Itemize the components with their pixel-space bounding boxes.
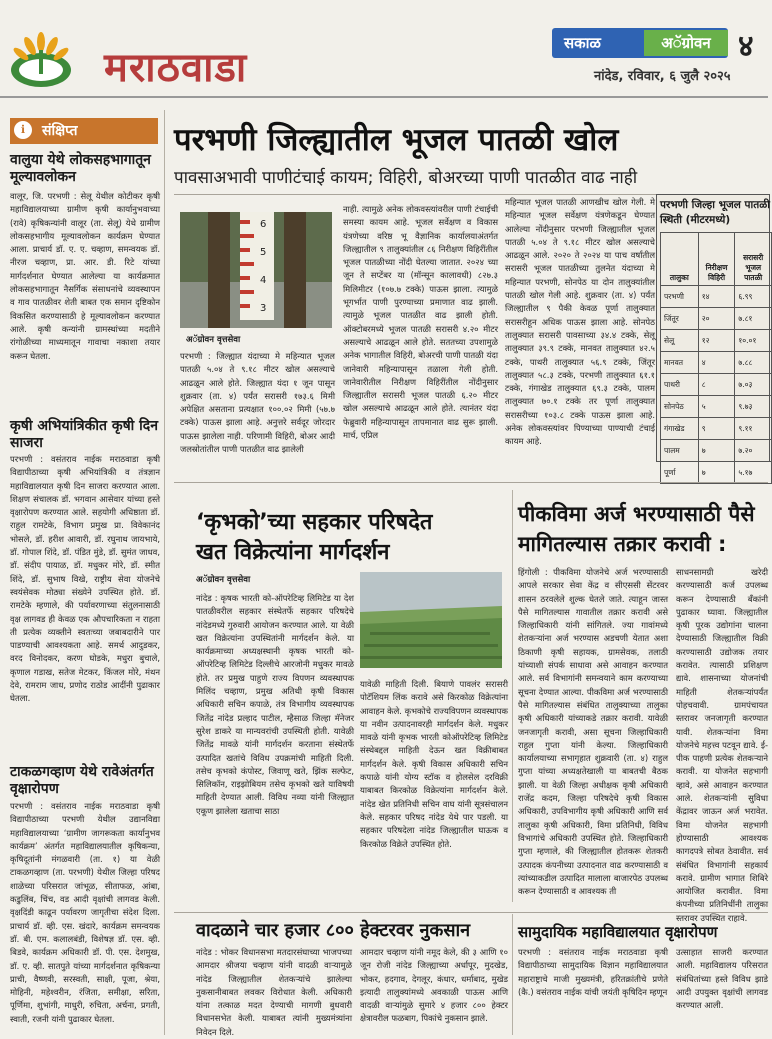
lead-body-col2: नाही. त्यामुळे अनेक लोकवस्त्यांवरील पाणी टंचाईची समस्या कायम आहे. भूजल सर्वेक्षण व विकास यंत्रणेच्या वरिष्ठ भू वैज्ञानिक कार्यालयाअंतर्गत जिल्ह्यातील ९ तालुक्यांतील ८६ निरीक्षण विहिरींतील भूजल पातळीच्या नोंदी घेतल्या जातात. २०२४ च्या जून ते सप्टेंबर या (मॉन्सून कालावधी) ८२७.३ मिलिमीटर (१०७.७ टक्के) पाऊस झाला. त्यामुळे भूगर्भात पाणी पुरण्याच्या प्रमाणात वाढ झाली. त्यामुळे भूजल पातळीत वाढ झाली होती. ऑक्टोबरमध्ये भूजल पातळी सरासरी ४.२० मीटर असल्याचे आढळून आले होते. सततच्या उपशामुळे अनेक भागातील विहिरी, बोअरची पाणी पातळी यंदा जानेवारी महिन्यापासून तळाला गेली होती. जानेवारीतील निरीक्षण विहिरींतील नोंदीनुसार जिल्ह्यातील सरासरी भूजल पातळी ६.२० मीटर खोल असल्याचे आढळून आले होते. त्यानंतर यंदा फेब्रुवारी महिन्यापासून तापमानात वाढ सुरू झाली. मार्च, एप्रिल (343, 204, 498, 441)
kribhco-headline-1: ‘कृभको’च्या सहकार परिषदेत (196, 510, 433, 535)
table-cell: सोनपेठ (661, 396, 699, 418)
photo-caption: अॅग्रोवन वृत्तसेवा (186, 335, 241, 345)
column-divider (512, 490, 513, 902)
brief-body: परभणी : वसंतराव नाईक मराठवाडा कृषी विद्यापीठाच्या परभणी येथील उद्यानविद्या महाविद्यालयाच्या ‘ग्रामीण जागरूकता कार्यानुभव कार्यक्रम’ अंतर्गत महाविद्यालयातील कृषिकन्या, कृषिदूतांनी मंगळवारी (ता. १) या वेळी टाकळगव्हाण (ता. परभणी) येथील जिल्हा परिषद शाळेच्या परिसरात जांभूळ, सीताफळ, आंबा, कडुलिंब, चिंच, वड आदी वृक्षांची लागवड केली. वृक्षदिंडी काढून पर्यावरण जागृतीचा संदेश दिला. प्राचार्य डॉ. व्ही. एस. खंदारे, कार्यक्रम समन्वयक डॉ. बी. एम. कलालबंडी, विशेषज्ञ डॉ. एस. व्ही. बिडवे, कार्यक्रम अधिकारी डॉ. पी. एस. देशमुख, डॉ. ए. व्ही. सातपुते यांच्या मार्गदर्शनात कृषिकन्या प्राची, वैष्णवी, सरस्वती, साक्षी, पूजा, श्रेया, मोहिनी, महेश्वरीन, रंजिता, समीक्षा, सरिता, पूर्णिमा, शुभांगी, माधुरी, रुचिता, अर्चना, प्रगती, स्वाती, रजनी यांनी पुढाकार घेतला. (10, 801, 160, 1024)
field-landscape-icon (360, 572, 502, 668)
brief-headline: कृषी अभियांत्रिकीत कृषी दिन साजरा (10, 418, 159, 451)
college-body-col1: परभणी : वसंतराव नाईक मराठवाडा कृषी विद्यापीठाच्या सामुदायिक विज्ञान महाविद्यालयात महाराष्ट्राचे माजी मुख्यमंत्री, हरितक्रांतीचे प्रणेते (कै.) वसंतराव नाईक यांची जयंती कृषिदिन म्हणून (518, 947, 668, 997)
table-cell: पालम (661, 440, 699, 462)
table-cell: ७ (698, 462, 735, 484)
briefs-marker-icon: ℹ (14, 121, 32, 139)
table-cell: २० (698, 308, 735, 330)
briefs-label: संक्षिप्त (42, 123, 78, 139)
section-divider (174, 912, 768, 913)
column-divider (164, 110, 165, 1035)
insurance-headline-1: पीकविमा अर्ज भरण्यासाठी पैसे (518, 502, 755, 526)
insurance-headline-2: मागितल्यास तक्रार करावी : (518, 532, 727, 556)
dateline: नांदेड, रविवार, ६ जुलै २०२५ (594, 69, 731, 84)
table-cell: पूर्णा (661, 462, 699, 484)
column-divider (512, 914, 513, 1035)
svg-text:6: 6 (260, 219, 267, 230)
table-cell: ७.८१ (735, 308, 772, 330)
page-number: ४ (738, 29, 754, 64)
table-row (661, 440, 772, 462)
svg-text:4: 4 (260, 275, 267, 286)
brand-supplement-badge: अॅग्रोवन (644, 30, 728, 56)
table-cell: १०.०१ (735, 330, 772, 352)
water-gauge-photo (180, 212, 332, 328)
insurance-body-col1: हिंगोली : पीकविमा योजनेचे अर्ज भरण्यासाठी आपले सरकार सेवा केंद्र व सीएससी सेंटरवर शासन ठरवलेले शुल्क घेतले जाते. त्याहून जास्त पैसे मागितल्यास गावातील तक्रार करावी असे जिल्हाधिकारी यांनी सांगितले. ज्या गावांमध्ये शेतकऱ्यांना अर्ज भरण्यास अडचणी येतात अशा ठिकाणी कृषी सहायक, ग्रामसेवक, तलाठी यांच्याशी संपर्क साधावा असे आवाहन करण्यात आले. सर्व विभागांनी समन्वयाने काम करण्याच्या सूचना देण्यात आल्या. पीकविमा अर्ज भरण्यासाठी पैसे मागितल्यास संबंधित तालुक्याच्या तालुका कृषी अधिकारी यांच्याकडे तक्रार करावी. यावेळी जनजागृती करावी, असा सूचना जिल्हाधिकारी राहुल गुप्ता यांनी केल्या. जिल्हाधिकारी कार्यालयाच्या सभागृहात शुक्रवारी (ता. ४) राहुल गुप्ता यांच्या अध्यक्षतेखाली या बाबतची बैठक झाली. या वेळी जिल्हा अधीक्षक कृषी अधिकारी राजेंद्र कदम, जिल्हा परिषदेचे कृषी विकास अधिकारी, उपविभागीय कृषी अधिकारी आणि सर्व तालुका कृषी अधिकारी, विमा प्रतिनिधी, विविध विभागांचे अधिकारी उपस्थित होते. जिल्हाधिकारी गुप्ता म्हणाले, की जिल्ह्यातील होतकरू शेतकरी उत्पादक कंपनीच्या उत्पादनात वाढ करण्यासाठी व त्यांच्याकडील उत्पादित मालाला बाजारपेठ उपलब्ध करून देण्यासाठी व आवश्यक ती (518, 567, 668, 897)
table-cell: १२ (698, 330, 735, 352)
lead-subhead: पावसाअभावी पाणीटंचाई कायम; विहिरी, बोअरच्या पाणी पातळीत वाढ नाही (174, 168, 638, 188)
table-cell: ८ (698, 374, 735, 396)
table-cell: ४ (698, 352, 735, 374)
table-cell: ५ (698, 396, 735, 418)
table-cell: ९.७३ (735, 396, 772, 418)
table-cell: १४ (698, 286, 735, 308)
kribhco-byline: अॅग्रोवन वृत्तसेवा (196, 575, 251, 585)
table-row (661, 286, 772, 308)
svg-text:5: 5 (260, 247, 267, 258)
insurance-body-col2: साधनसामग्री खरेदी करण्यासाठी कर्ज उपलब्ध करून देण्यासाठी बँकांनी पुढाकार घ्यावा. जिल्ह्यातील कृषी पूरक उद्योगांना चालना देण्यासाठी जिल्ह्यातील विक्री करण्यासाठी उद्योजक तयार करावेत. त्यासाठी प्रशिक्षण द्यावे. शासनाच्या योजनांची माहिती शेतकऱ्यांपर्यंत पोहचवावी. ग्रामपंचायत स्तरावर जनजागृती करण्यात यावी. शेतकऱ्यांना विमा योजनेचे महत्त्व पटवून द्यावे. ई-पीक पाहणी प्रत्येक शेतकऱ्याने करावी. या योजनेत सहभागी व्हावे, असे आवाहन करण्यात आले. शेतकऱ्यांनी सुविधा केंद्रावर जाऊन अर्ज भरावेत. विमा योजनेत सहभागी होण्यासाठी आवश्यक कागदपत्रे सोबत ठेवावीत. सर्व संबंधित विभागांनी सहकार्य करावे. ग्रामीण भागात शिबिरे आयोजित करावीत. विमा कंपनीच्या प्रतिनिधींनी तालुका स्तरावर उपस्थित राहावे. (676, 567, 768, 923)
table-cell: ७ (698, 440, 735, 462)
table-row (661, 352, 772, 374)
briefs-label-box (10, 118, 158, 144)
table-cell: ५.१७ (735, 462, 772, 484)
wheat-logo-icon (8, 30, 74, 88)
table-cell: मानवत (661, 352, 699, 374)
table-header: सरासरी भूजल पातळी (735, 233, 772, 286)
table-cell: ७.२० (735, 440, 772, 462)
table-row (661, 418, 772, 440)
table-cell: ७.०३ (735, 374, 772, 396)
lead-body-col3: महिन्यात भूजल पातळी आणखीच खोल गेली. मे महिन्यात भूजल सर्वेक्षण यंत्रणेकडून घेण्यात आलेल्या नोंदीनुसार परभणी जिल्ह्यातील भूजल पातळी ५.०४ ते ९.१८ मीटर खोल असल्याचे आढळून आले. २०२० ते २०२४ या पाच वर्षांतील सरासरी भूजल पातळीच्या तुलनेत यंदाच्या मे महिन्यात परभणी, सोनपेठ या दोन तालुक्यांतील पातळी खोल गेली आहे. शुक्रवार (ता. ४) पर्यंत जिल्ह्यातील ९ पैकी केवळ पूर्णा तालुक्यात सरासरीहून अधिक पाऊस झाला आहे. सोनपेठ तालुक्यात सरासरी पावसाच्या ३४.४ टक्के, सेलू तालुक्यात ३९.९ टक्के, मानवत तालुक्यात ४२.५ टक्के, पाथरी तालुक्यात ५६.९ टक्के, जिंतूर तालुक्यात ५८.३ टक्के, परभणी तालुक्यात ६१.१ टक्के, गंगाखेड तालुक्यात ६९.३ टक्के, पालम तालुक्यात ७०.१ टक्के तर पूर्णा तालुक्यात सरासरीच्या १०३.८ टक्के पाऊस झाला आहे. अनेक लोकवस्त्यांवर पिण्याच्या पाण्याची टंचाई कायम आहे. (505, 197, 655, 447)
table-row (661, 396, 772, 418)
kribhco-body-col2: यावेळी माहिती दिली. बियाणे पावलंर सरासरी पोटॅशियम लिंक करावे असे किरकोळ विक्रेत्यांना आवाहन केले. कृभकोचे राज्यविपणन व्यवस्थापक या नवीन उत्पादनावरही मार्गदर्शन केले. मधुकर मावळे यांनी कृभक भारती कोऑपरेटिव्ह लिमिटेड संस्थेबद्दल माहिती देऊन खत विक्रीबाबत मार्गदर्शन केले. कृषी विकास अधिकारी सचिन कपाळे यांनी योग्य स्टॉक व होलसेल दरविक्री याबाबत किरकोळ विक्रेत्यांना मार्गदर्शन केले. नांदेड खेत प्रतिनिधी सचिन वाघ यांनी सूत्रसंचालन केले. सहकार परिषद नांदेड येथे पार पडली. या सहकार परिषदेला नांदेड जिल्ह्यातील घाऊक व किरकोळ विक्रेते उपस्थित होते. (360, 679, 508, 849)
table-cell: ९.११ (735, 418, 772, 440)
table-header: निरीक्षण विहिरी (698, 233, 735, 286)
table-row (661, 462, 772, 484)
kribhco-headline-2: खत विक्रेत्यांना मार्गदर्शन (196, 540, 390, 565)
brief-headline: टाकळगव्हाण येथे रावेअंतर्गत वृक्षारोपण (10, 764, 154, 797)
section-title: मराठवाडा (104, 45, 248, 91)
brief-body: वालूर, जि. परभणी : सेलू येथील कोटीकर कृषी महाविद्यालयाच्या ग्रामीण कृषी कार्यानुभवाच्या (रावे) कृषिकन्यांनी वालूर (ता. सेलू) येथे ग्रामीण लोकसहभागीय मूल्यावलोकन कार्यक्रम घेण्यात आला. प्राचार्य डॉ. ए. ए. चव्हाण, समन्वयक डॉ. नीरज चव्हाण, प्रा. आर. डी. रिटे यांच्या मार्गदर्शनात घेण्यात आलेल्या या कार्यक्रमात लोकसहभागातून नैसर्गिक संसाधनांचे व्यवस्थापन व गाव पातळीवर शेती बाबत एक समान दृष्टिकोन विकसित करण्यासाठी हे मूल्यावलोकन करण्यात आले. कृषी कन्यांनी ग्रामस्थांच्या मदतीने रांगोळीच्या माध्यमातून गावाचा नकाशा तयार करून घेतला. (10, 191, 160, 361)
table-cell: ६.९९ (735, 286, 772, 308)
brand-name: सकाळ (564, 34, 601, 52)
groundwater-table (660, 232, 772, 484)
header-divider (0, 96, 768, 98)
section-divider (174, 482, 768, 483)
lead-body-col1: परभणी : जिल्ह्यात यंदाच्या मे महिन्यात भूजल पातळी ५.०४ ते ९.१८ मीटर खोल असल्याचे आढळून आले होते. जिल्ह्यात यंदा १ जून पासून शुक्रवार (ता. ४) पर्यंत सरासरी १७३.६ मिमी अपेक्षित असताना प्रत्यक्षात १००.०२ मिमी (५७.७ टक्के) पाऊस झाला आहे. अनुत्तरे सर्वदूर जोरदार पाऊस झालेला नाही. परिणामी विहिरी, बोअर आदी जलस्रोतांतील पाणी पातळीत वाढ झालेली (180, 351, 335, 455)
fertilizer-field-photo (360, 572, 502, 668)
kribhco-body-col1: नांदेड : कृषक भारती को-ऑपरेटिव्ह लिमिटेड या देश पातळीवरील सहकार संस्थेतर्फे सहकार परिषदेचे नांदेडमध्ये गुरुवारी आयोजन करण्यात आले. या वेळी खत विक्रेत्यांना उपस्थितांनी मार्गदर्शन केले. या कार्यक्रमाच्या अध्यक्षस्थानी कृषक भारती को-ऑपरेटिव्ह लिमिटेड दिल्लीचे आरजोनी मधुकर मावळे होते. तर प्रमुख पाहुणे राज्य विपणन व्यवस्थापक मिलिंद चव्हाण, प्रमुख अतिथी कृषी विकास अधिकारी सचिन कपाळे, तंत्र विभागीय व्यवस्थापक जितेंद्र नांदेड प्रल्हाद पाटील, म्हैसाळ जिल्हा मॅनेजर सुरेश डाकरे या मान्यवरांची उपस्थिती होती. यावेळी जितेंद्र मावळे यांनी मार्गदर्शन करताना संस्थेतर्फे उत्पादित खतांचे विविध उपक्रमांची माहिती दिली. तसेच कृभको कंपोस्ट, जिवाणू खते, झिंक सल्फेट, सिलिकॉन, राइझोबियम तसेच कृभको खते याविषयी माहिती देण्यात आली. विविध नव्या यांनी जिल्ह्यात एकूण झालेला खताचा साठा (196, 593, 354, 816)
table-row (661, 374, 772, 396)
rain-loss-body-col1: नांदेड : भोकर विधानसभा मतदारसंघाच्या भाजपच्या आमदार श्रीजया चव्हाण यांनी वादळी वाऱ्यामुळे नांदेड जिल्ह्यातील शेतकऱ्यांचे झालेल्या नुकसानीबाबत लवकर विरोधात केली. अधिकारी यांना तत्काळ मदत देण्याची मागणी बुधवारी विधानसभेत केली. याबाबत त्यांनी मुख्यमंत्र्यांना निवेदन दिले. (196, 947, 352, 1037)
table-row (661, 330, 772, 352)
lead-headline: परभणी जिल्ह्यातील भूजल पातळी खोल (174, 122, 619, 158)
table-cell: गंगाखेड (661, 418, 699, 440)
brief-body: परभणी : वसंतराव नाईक मराठवाडा कृषी विद्यापीठाच्या कृषी अभियांत्रिकी व तंत्रज्ञान महाविद्यालयात कृषी दिन साजरा करण्यात आला. शिक्षण संचालक डॉ. भगवान आसेवार यांच्या हस्ते वृक्षारोपण करण्यात आले. सहयोगी अधिष्ठाता डॉ. राहुल रामटेके, विभाग प्रमुख प्रा. विवेकानंद भोसले, डॉ. हरीश आवारी, डॉ. रघुनाथ जायभाये, डॉ. गोपाल शिंदे, डॉ. पंडित मुंडे, डॉ. सुमंत जाधव, डॉ. संदीप पायाळ, डॉ. मधुकर मोरे, डॉ. स्मीत शिंदे, डॉ. सुभाष विखे, राष्ट्रीय सेवा योजनेचे स्वयंसेवक मोठ्या संख्येने उपस्थित होते. डॉ. रामटेके म्हणाले, की पर्यावरणाच्या संतुलनासाठी वृक्ष लागवड ही केवळ एक औपचारिकता न राहता ती प्रत्येक व्यक्तीने स्वतःच्या जबाबदारीने पार पाडण्याची आवश्यकता आहे. समर्थ आदुडकर, वरद विनोदकर, करण घोडके, मधुरा बुचाले, कृणाल गडाख, सतेज मेटकर, किंजल मोरे, मंथन देवे, रामराम जाध, प्रणोद राठोड आदींनी पुढाकार घेतला. (10, 454, 160, 704)
water-level-gauge-icon (180, 212, 332, 328)
table-cell: ७.८८ (735, 352, 772, 374)
table-row (661, 308, 772, 330)
table-cell: ९ (698, 418, 735, 440)
college-headline: सामुदायिक महाविद्यालयात वृक्षारोपण (518, 923, 718, 941)
groundwater-table-title: परभणी जिल्हा भूजल पातळी स्थिती (मीटरमध्ये) (660, 199, 770, 226)
rain-loss-body-col2: आमदार चव्हाण यांनी नमूद केले, की ३ आणि १० जून रोजी नांदेड जिल्ह्याच्या अर्धापूर, मुदखेड, भोकर, हदगाव, देगलूर, कंधार, धर्माबाद, मुखेड इत्यादी तालुक्यांमध्ये अवकाळी पाऊस आणि वादळी वाऱ्यांमुळे सुमारे ४ हजार ८०० हेक्टर क्षेत्रावरील फळबाग, पिकांचे नुकसान झाले. (360, 947, 508, 1024)
brief-headline: वालुया येथे लोकसहभागातून मूल्यावलोकन (10, 152, 151, 185)
table-cell: पाथरी (661, 374, 699, 396)
table-header: तालुका (661, 233, 699, 286)
table-cell: सेलू (661, 330, 699, 352)
table-cell: परभणी (661, 286, 699, 308)
table-cell: जिंतूर (661, 308, 699, 330)
rain-loss-headline: वादळाने चार हजार ८०० हेक्टरवर नुकसान (196, 920, 471, 941)
college-body-col2: उत्साहात साजरी करण्यात आली. महाविद्यालय परिसरात संबंधितांच्या हस्ते विविध झाडे आदी उपयुक्त वृक्षांची लागवड करण्यात आली. (676, 947, 768, 1011)
svg-text:3: 3 (260, 303, 267, 314)
